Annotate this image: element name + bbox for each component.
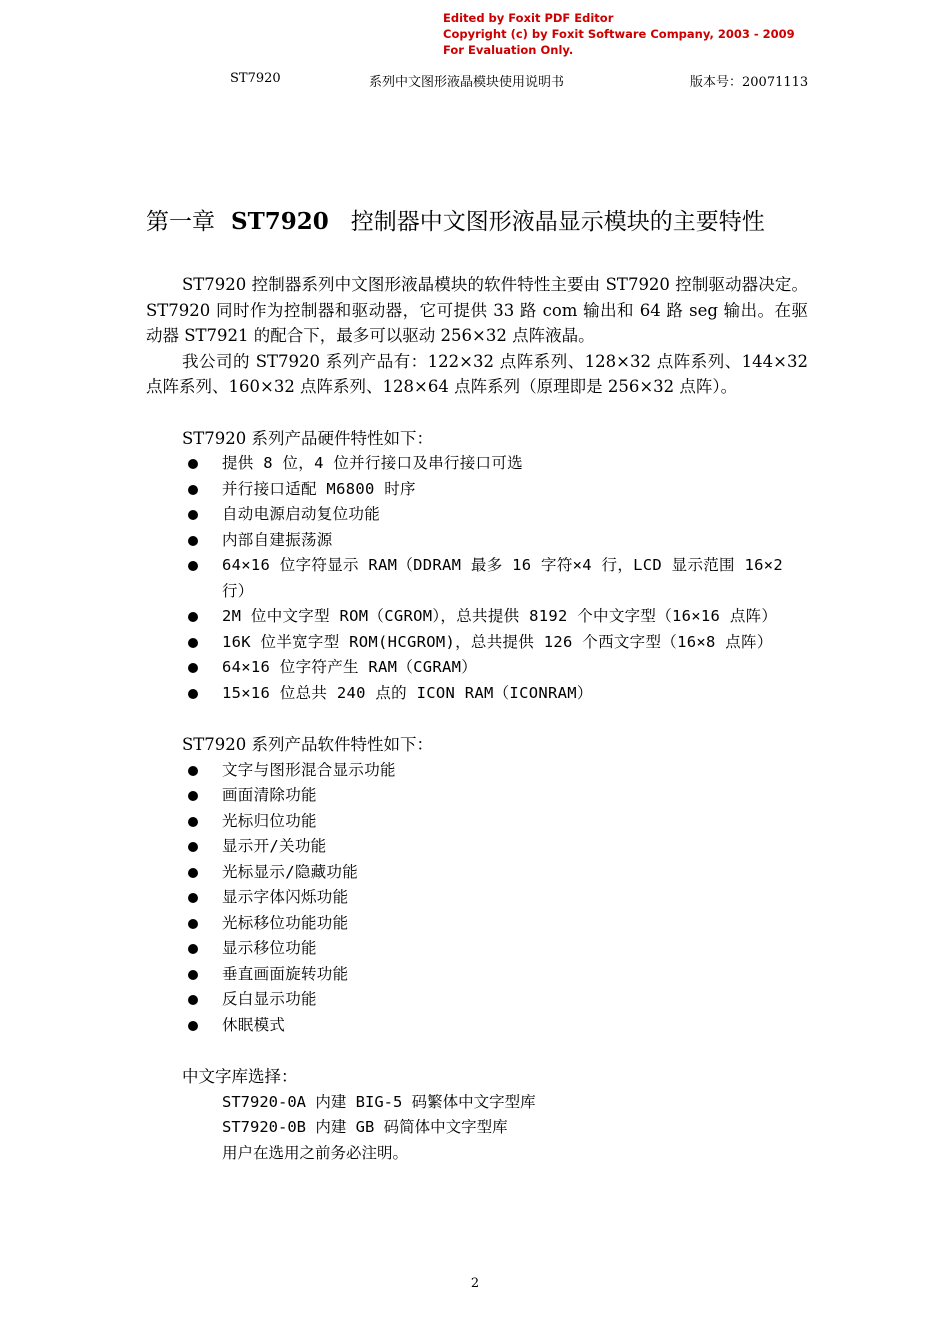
bullet-icon xyxy=(188,459,198,469)
font-library-line: ST7920-0B 内建 GB 码简体中文字型库 xyxy=(222,1118,508,1136)
font-library-options xyxy=(146,1090,808,1167)
list-item: 提供 8 位，4 位并行接口及串行接口可选 xyxy=(146,451,808,477)
bullet-icon xyxy=(188,485,198,495)
bullet-icon xyxy=(188,638,198,648)
chapter-prefix: 第一章 xyxy=(146,209,215,235)
bullet-icon xyxy=(188,893,198,903)
list-item: 内部自建振荡源 xyxy=(146,528,808,554)
list-item: 画面清除功能 xyxy=(146,783,808,809)
list-item: 垂直画面旋转功能 xyxy=(146,962,808,988)
hardware-feature-list xyxy=(146,451,808,706)
software-section-title: ST7920 系列产品软件特性如下： xyxy=(182,735,434,754)
list-item: 64×16 位字符显示 RAM（DDRAM 最多 16 字符×4 行，LCD 显示范围 16×2 行） xyxy=(146,553,808,604)
header-version: 版本号：20071113 xyxy=(690,75,809,90)
watermark-line-3: For Evaluation Only. xyxy=(443,43,574,57)
bullet-icon xyxy=(188,536,198,546)
foxit-watermark xyxy=(443,10,795,58)
software-feature-list xyxy=(146,758,808,1039)
list-item: 光标显示/隐藏功能 xyxy=(146,860,808,886)
watermark-line-2: Copyright (c) by Foxit Software Company, 2003 - 2009 xyxy=(443,27,795,41)
chapter-heading xyxy=(146,203,765,236)
bullet-icon xyxy=(188,766,198,776)
watermark-line-1: Edited by Foxit PDF Editor xyxy=(443,11,614,25)
font-library-line: ST7920-0A 内建 BIG-5 码繁体中文字型库 xyxy=(222,1092,536,1111)
page-number: 2 xyxy=(470,1276,480,1291)
list-item: 文字与图形混合显示功能 xyxy=(146,758,808,784)
intro-paragraph-1: ST7920 控制器系列中文图形液晶模块的软件特性主要由 ST7920 控制驱动器决定。ST7920 同时作为控制器和驱动器，它可提供 33 路 com 输出和 64 路 seg 输出。在驱动器 ST7921 的配合下，最多可以驱动 256×32 点阵液晶。 xyxy=(146,275,808,345)
list-item: 64×16 位字符产生 RAM（CGRAM） xyxy=(146,655,808,681)
list-item: 光标归位功能 xyxy=(146,809,808,835)
list-item: 显示字体闪烁功能 xyxy=(146,885,808,911)
chapter-title: 控制器中文图形液晶显示模块的主要特性 xyxy=(350,209,765,235)
bullet-icon xyxy=(188,842,198,852)
list-item: 自动电源启动复位功能 xyxy=(146,502,808,528)
bullet-icon xyxy=(188,944,198,954)
bullet-icon xyxy=(188,561,198,571)
bullet-icon xyxy=(188,1021,198,1031)
header-model: ST7920 xyxy=(230,71,281,86)
font-library-title: 中文字库选择： xyxy=(182,1067,298,1086)
bullet-icon xyxy=(188,970,198,980)
intro-paragraph-2: 我公司的 ST7920 系列产品有：122×32 点阵系列、128×32 点阵系列、144×32 点阵系列、160×32 点阵系列、128×64 点阵系列（原理即是 256×32 点阵）。 xyxy=(146,351,808,396)
bullet-icon xyxy=(188,919,198,929)
bullet-icon xyxy=(188,663,198,673)
list-item: 显示移位功能 xyxy=(146,936,808,962)
page-header xyxy=(0,71,950,91)
font-library-note: 用户在选用之前务必注明。 xyxy=(222,1143,409,1162)
bullet-icon xyxy=(188,791,198,801)
list-item: 2M 位中文字型 ROM（CGROM），总共提供 8192 个中文字型（16×16 点阵） xyxy=(146,604,808,630)
list-item: 并行接口适配 M6800 时序 xyxy=(146,477,808,503)
list-item: 16K 位半宽字型 ROM(HCGROM)，总共提供 126 个西文字型（16×8 点阵） xyxy=(146,630,808,656)
list-item: 反白显示功能 xyxy=(146,987,808,1013)
bullet-icon xyxy=(188,995,198,1005)
hardware-section-title: ST7920 系列产品硬件特性如下： xyxy=(182,428,434,448)
header-doc-title: 系列中文图形液晶模块使用说明书 xyxy=(369,75,565,90)
bullet-icon xyxy=(188,868,198,878)
list-item: 光标移位功能功能 xyxy=(146,911,808,937)
bullet-icon xyxy=(188,612,198,622)
list-item: 15×16 位总共 240 点的 ICON RAM（ICONRAM） xyxy=(146,681,808,707)
bullet-icon xyxy=(188,510,198,520)
bullet-icon xyxy=(188,689,198,699)
list-item: 显示开/关功能 xyxy=(146,834,808,860)
chapter-model: ST7920 xyxy=(231,208,329,235)
list-item: 休眠模式 xyxy=(146,1013,808,1039)
bullet-icon xyxy=(188,817,198,827)
document-body xyxy=(146,272,808,1166)
